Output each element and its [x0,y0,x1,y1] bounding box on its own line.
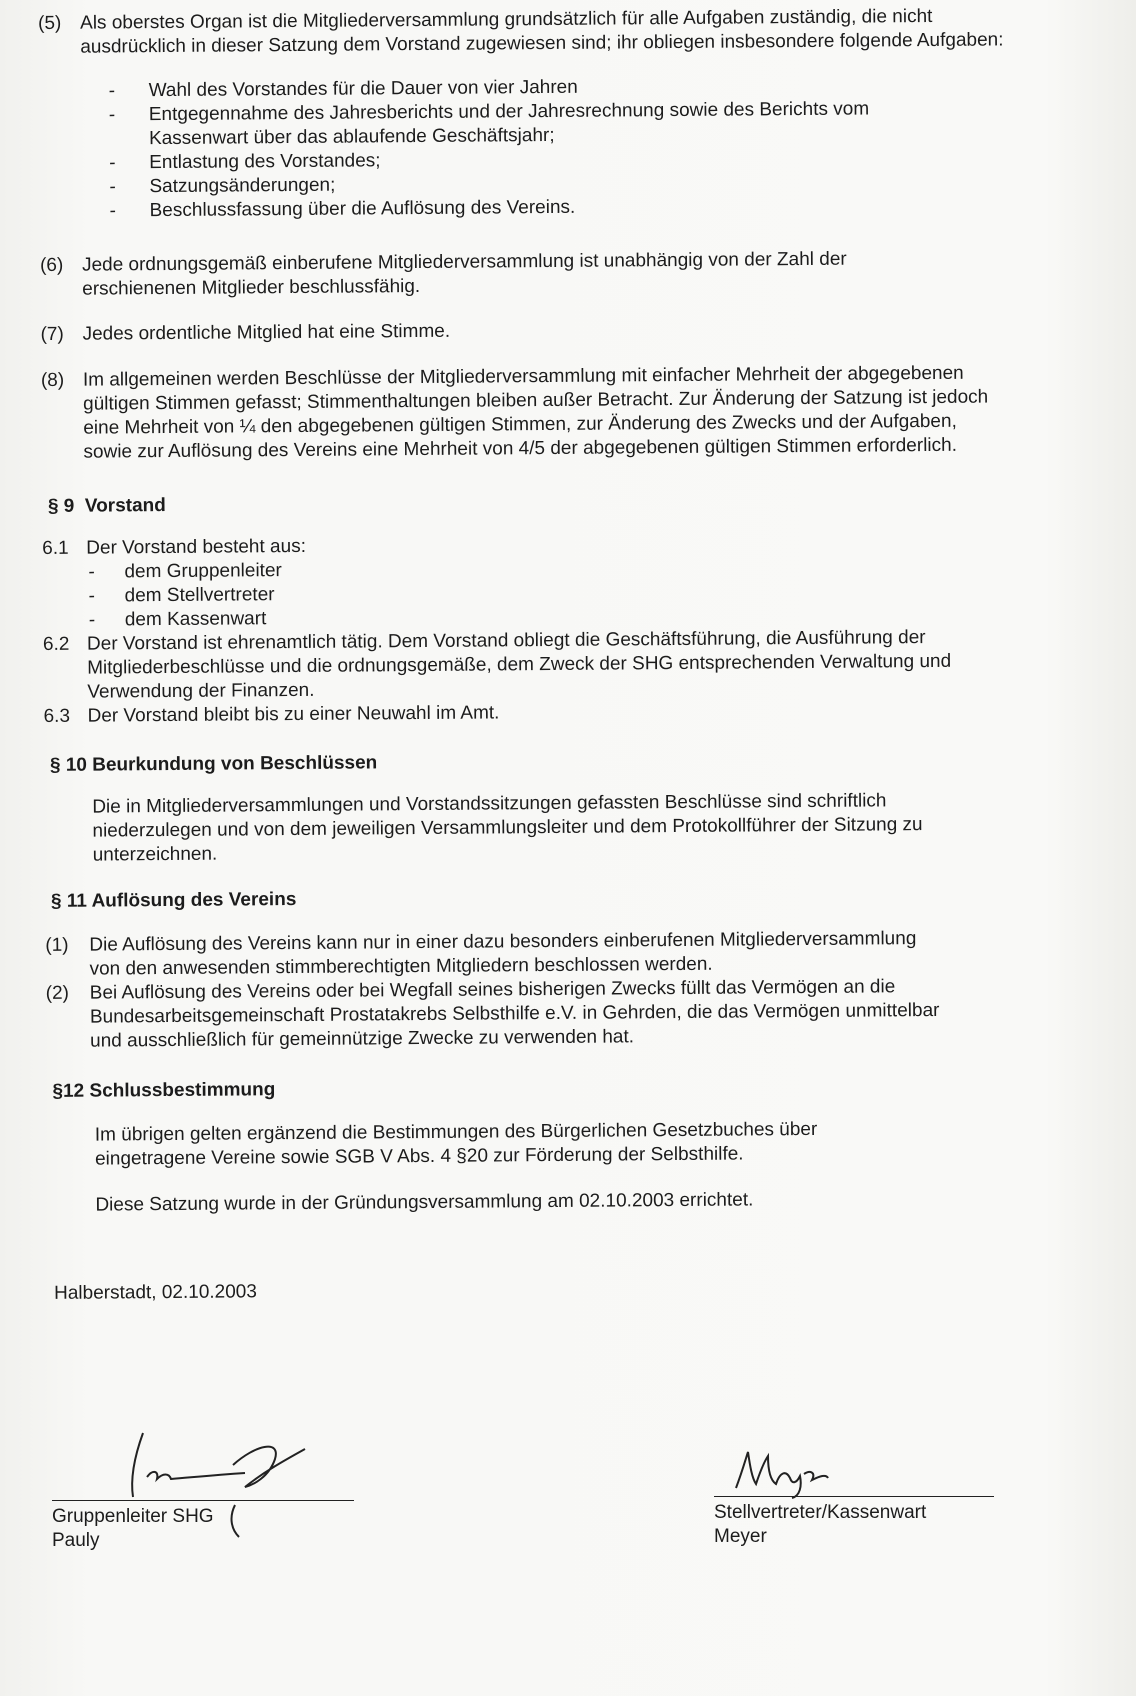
list-item: - Entgegennahme des Jahresberichts und der Jahresrechnung sowie des Berichts vom Kassenwart über das ablaufende Geschäftsjahr; [108,98,870,150]
signature-line [714,1496,994,1497]
section-12-heading: §12 Schlussbestimmung [52,1079,276,1102]
section-11-heading: § 11 Auflösung des Vereins [50,888,297,912]
paragraph-text: Als oberstes Organ ist die Mitgliederversammlung grundsätzlich für alle Aufgaben zuständig, die nicht ausdrücklich in dieser Satzung dem Vorstand zugewiesen sind; ihr obliegen insbesondere folgende Aufgaben: [80,5,1004,58]
signer-role: Stellvertreter/Kassenwart [714,1502,927,1523]
paragraph-number: (5) [38,12,62,34]
paragraph-6: (6) Jede ordnungsgemäß einberufene Mitgliederversammlung ist unabhängig von der Zahl der erschienenen Mitglieder beschlussfähig. [39,248,847,300]
board-members-list [88,553,1043,632]
statute-text [38,0,1048,1306]
paragraph-5 [38,4,1038,60]
list-item: - dem Gruppenleiter [88,560,282,583]
section-9-item-2: 6.2 Der Vorstand ist ehrenamtlich tätig. Dem Vorstand obliegt die Geschäftsführung, die Ausführung der Mitgliederbeschlüsse und die ordnungsgemäße, dem Zweck der SHG entsprechenden Verwaltung und Verwendung der Finanzen. [42,627,952,703]
section-10-heading: § 10 Beurkundung von Beschlüssen [49,752,378,776]
section-12-text: Im übrigen gelten ergänzend die Bestimmungen des Bürgerlichen Gesetzbuches über eingetragene Vereine sowie SGB V Abs. 4 §20 zur Förderung der Selbsthilfe. [94,1118,818,1170]
section-11-item-1: (1) Die Auflösung des Vereins kann nur in einer dazu besonders einberufenen Mitgliederversammlung von den anwesenden stimmberechtigten Mitgliedern beschlossen werden. [45,928,917,980]
signer-name: Meyer [714,1526,767,1547]
section-12-closing: Diese Satzung wurde in der Gründungsversammlung am 02.10.2003 errichtet. [95,1189,754,1216]
signer-name: Pauly [52,1530,100,1551]
list-item: - dem Kassenwart [88,608,267,631]
list-item: - Entlastung des Vorstandes; [109,150,381,174]
paragraph-7: (7) Jedes ordentliche Mitglied hat eine Stimme. [40,320,451,345]
section-9-heading: § 9 Vorstand [47,495,166,517]
signer-role: Gruppenleiter SHG [52,1506,214,1527]
section-11-item-2: (2) Bei Auflösung des Vereins oder bei Wegfall seines bisherigen Zwecks füllt das Vermögen an die Bundesarbeitsgemeinschaft Prostatakrebs Selbsthilfe e.V. in Gehrden, die das Vermögen unmittelbar und ausschließlich für gemeinnützige Zwecke zu verwenden hat. [45,976,940,1052]
signature-block-right [714,1496,994,1549]
paragraph-8: (8) Im allgemeinen werden Beschlüsse der Mitgliederversammlung mit einfacher Mehrheit der abgegebenen gültigen Stimmen gefasst; Stimmenthaltungen bleiben außer Betracht. Zur Änderung der Satzung ist jedoch eine Mehrheit von ¼ den abgegebenen gültigen Stimmen, zur Änderung des Zwecks und der Aufgaben, sowie zur Auflösung des Vereins eine Mehrheit von 4/5 der abgegebenen gültigen Stimmen erforderlich. [40,362,989,463]
section-10-text: Die in Mitgliederversammlungen und Vorstandssitzungen gefassten Beschlüsse sind schriftlich niederzulegen und von dem jeweiligen Versammlungsleiter und dem Protokollführer der Sitzung zu unterzeichnen. [92,790,923,866]
list-item: - Wahl des Vorstandes für die Dauer von vier Jahren [108,76,578,102]
section-9-item-1: 6.1 Der Vorstand besteht aus: [42,535,307,559]
place-date: Halberstadt, 02.10.2003 [54,1281,257,1304]
signature-line [52,1500,354,1501]
list-item: - dem Stellvertreter [88,584,275,607]
task-list [109,73,910,223]
signature-block-left [52,1500,354,1553]
list-item: - Satzungsänderungen; [109,174,336,198]
section-9-item-3: 6.3 Der Vorstand bleibt bis zu einer Neuwahl im Amt. [43,702,500,727]
signature-meyer [730,1442,850,1502]
list-item: - Beschlussfassung über die Auflösung des Vereins. [109,196,576,222]
